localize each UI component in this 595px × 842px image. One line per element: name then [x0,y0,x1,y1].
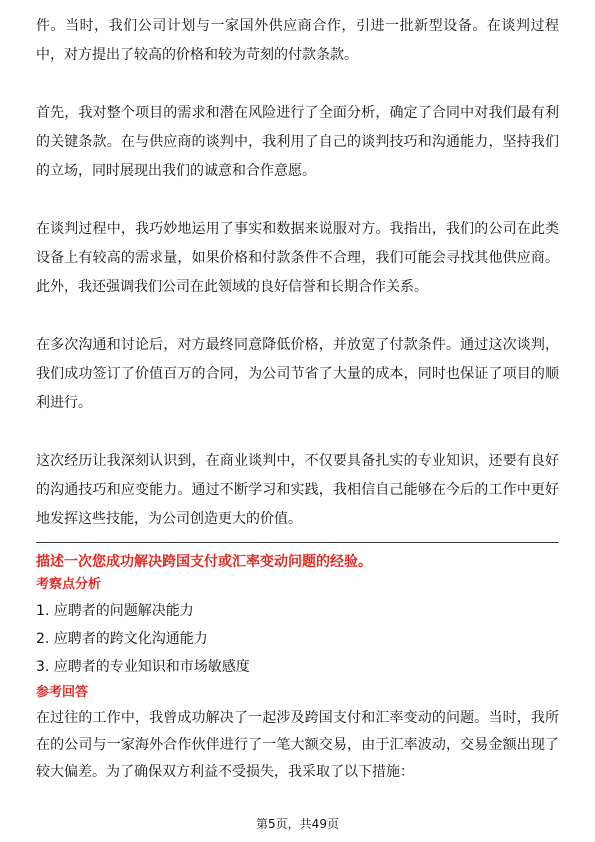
body-paragraph-3: 在谈判过程中，我巧妙地运用了事实和数据来说服对方。我指出，我们的公司在此类设备上有较高的需求量，如果价格和付款条件不合理，我们可能会寻找其他供应商。此外，我还强调我们公司在此领域的良好信誉和长期合作关系。 [36,221,559,295]
page-number: 第5页，共49页 [256,817,339,831]
list-item: 1. 应聘者的问题解决能力 [36,603,194,619]
body-paragraph-1: 件。当时，我们公司计划与一家国外供应商合作，引进一批新型设备。在谈判过程中，对方提出了较高的价格和较为苛刻的付款条款。 [36,18,559,63]
reference-answer: 在过往的工作中，我曾成功解决了一起涉及跨国支付和汇率变动的问题。当时，我所在的公司与一家海外合作伙伴进行了一笔大额交易，由于汇率波动，交易金额出现了较大偏差。为了确保双方利益不受损失，我采取了以下措施： [36,710,559,780]
question-title: 描述一次您成功解决跨国支付或汇率变动问题的经验。 [36,554,372,570]
list-item: 2. 应聘者的跨文化沟通能力 [36,631,208,647]
body-paragraph-5: 这次经历让我深刻认识到，在商业谈判中，不仅要具备扎实的专业知识，还要有良好的沟通技巧和应变能力。通过不断学习和实践，我相信自己能够在今后的工作中更好地发挥这些技能，为公司创造更大的价值。 [36,453,559,527]
reference-heading: 参考回答 [36,685,89,700]
paragraph-gap [36,302,559,331]
paragraph-gap [36,418,559,447]
page-content [36,12,559,786]
body-paragraph-4: 在多次沟通和讨论后，对方最终同意降低价格，并放宽了付款条件。通过这次谈判，我们成功签订了价值百万的合同，为公司节省了大量的成本，同时也保证了项目的顺利进行。 [36,337,559,411]
section-divider [36,542,559,543]
paragraph-gap [36,186,559,215]
analysis-list [36,597,559,681]
list-item: 3. 应聘者的专业知识和市场敏感度 [36,659,250,675]
body-paragraph-2: 首先，我对整个项目的需求和潜在风险进行了全面分析，确定了合同中对我们最有利的关键条款。在与供应商的谈判中，我利用了自己的谈判技巧和沟通能力，坚持我们的立场，同时展现出我们的诚意和合作意愿。 [36,105,559,179]
paragraph-gap [36,70,559,99]
analysis-heading: 考察点分析 [36,577,102,592]
